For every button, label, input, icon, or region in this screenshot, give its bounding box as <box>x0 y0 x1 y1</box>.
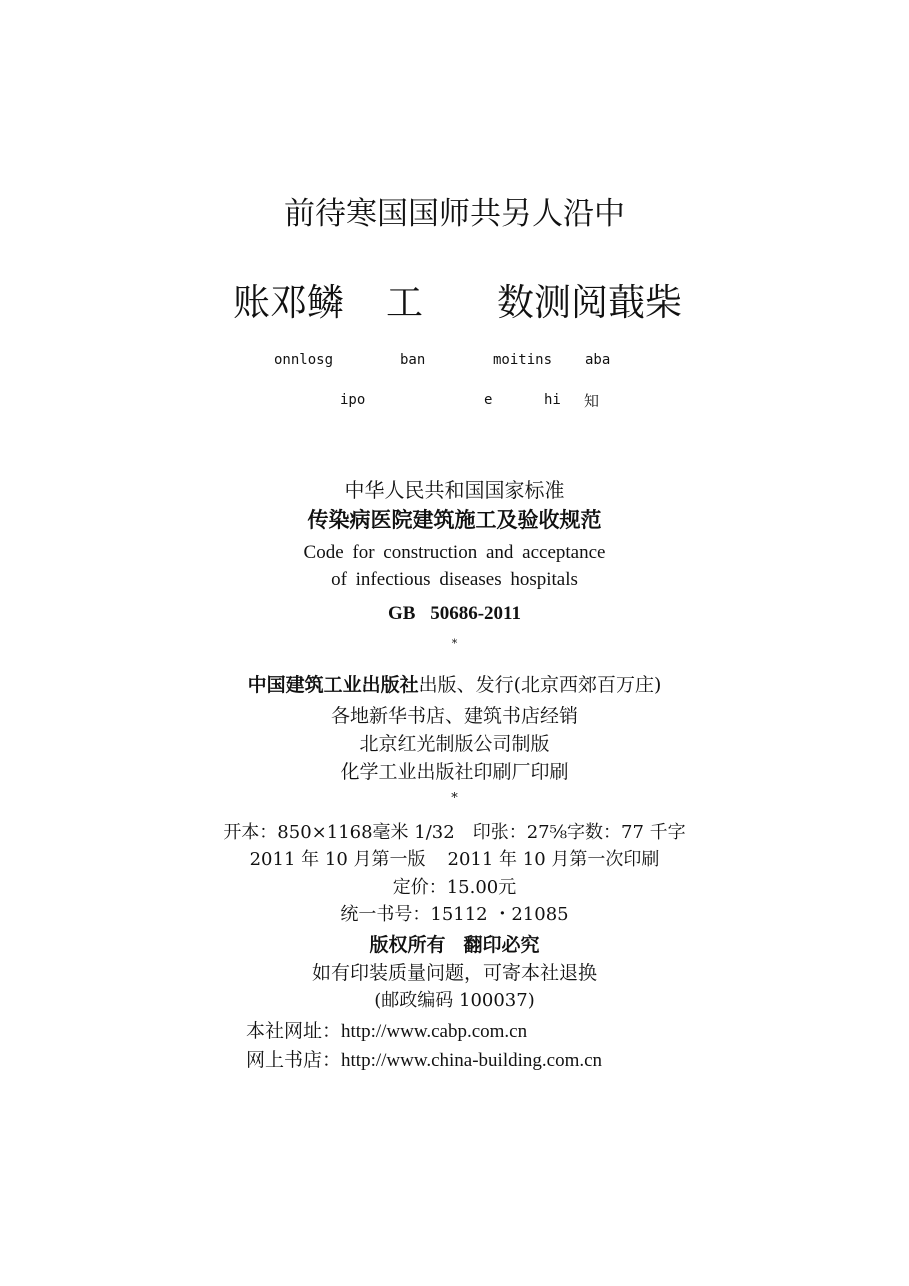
postcode-line: (邮政编码 100037) <box>374 990 535 1011</box>
chinese-title: 传染病医院建筑施工及验收规范 <box>307 508 602 532</box>
printer-line: 化学工业出版社印刷厂印刷 <box>340 761 569 783</box>
bookstore-link[interactable]: http://www.china-building.com.cn <box>341 1050 603 1071</box>
garbled-row1-word-3: moitins <box>493 352 553 368</box>
website-link[interactable]: http://www.cabp.com.cn <box>341 1021 528 1042</box>
distributor-line: 各地新华书店、建筑书店经销 <box>330 705 578 727</box>
copyright-no-reprint: 翻印必究 <box>463 934 540 956</box>
edition-line <box>0 845 909 871</box>
garbled-row1-word-1: onnlosg <box>274 352 334 368</box>
bookstore-line <box>246 1045 602 1072</box>
garbled-row2-word-1: ipo <box>340 392 366 408</box>
quality-notice: 如有印装质量问题，可寄本社退换 <box>311 962 597 984</box>
garbled-title: 前待寒国国师共另人沿中 <box>284 196 625 232</box>
website-line <box>246 1016 527 1043</box>
garbled-row2-word-3: hi <box>544 392 561 408</box>
separator-mark-2: * <box>451 791 458 806</box>
standard-number: GB 50686-2011 <box>388 603 521 624</box>
garbled-big-text-3: 数测阅蕺柴 <box>497 281 682 324</box>
garbled-row1-word-4: aba <box>585 352 611 368</box>
copyright-reserved: 版权所有 <box>369 934 446 956</box>
garbled-big-text-1: 账邓鳞 <box>233 281 344 324</box>
book-specs: 开本：850×1168毫米 1/32 印张：27⅝字数：77 千字 <box>223 822 686 843</box>
standard-type: 中华人民共和国国家标准 <box>344 478 565 502</box>
copyright-line <box>0 930 909 957</box>
edition-first: 2011 年 10 月第一版 <box>249 849 426 870</box>
garbled-row2-word-2: e <box>484 392 493 408</box>
book-number-line: 统一书号：15112 ・21085 <box>340 904 569 925</box>
publisher-info: 出版、发行(北京西郊百万庄) <box>418 674 662 696</box>
english-title-line2: of infectious diseases hospitals <box>331 569 578 590</box>
price-line: 定价：15.00元 <box>392 877 517 898</box>
bookstore-label: 网上书店： <box>246 1049 342 1071</box>
plate-maker-line: 北京红光制版公司制版 <box>359 733 550 755</box>
website-label: 本社网址： <box>246 1020 342 1042</box>
separator-mark: * <box>451 637 458 650</box>
garbled-big-text-2: 工 <box>386 281 423 324</box>
edition-print: 2011 年 10 月第一次印刷 <box>447 849 660 870</box>
english-title-line1: Code for construction and acceptance <box>303 542 606 563</box>
garbled-row2-word-4: 知 <box>584 392 600 410</box>
publisher-name: 中国建筑工业出版社 <box>247 674 419 696</box>
publisher-line <box>0 670 909 697</box>
garbled-row1-word-2: ban <box>400 352 426 368</box>
